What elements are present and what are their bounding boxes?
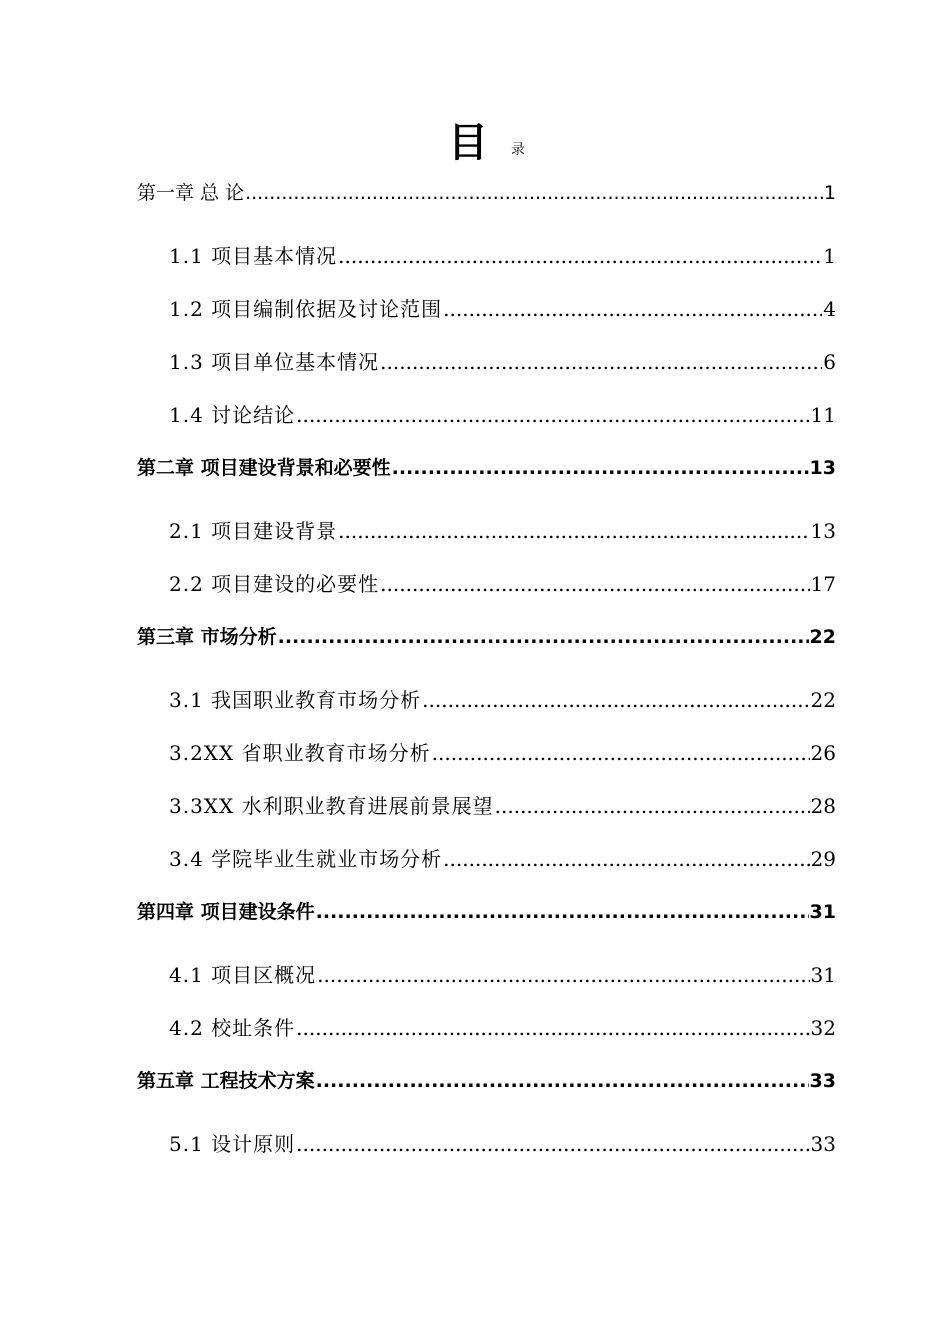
toc-page-number: 11 xyxy=(810,403,836,427)
toc-dot-leader xyxy=(380,572,809,596)
toc-dot-leader xyxy=(422,688,809,712)
toc-section-4-1[interactable] xyxy=(169,959,836,991)
toc-entry-label: 1.3 项目单位基本情况 xyxy=(169,350,380,374)
toc-dot-leader xyxy=(317,963,809,987)
toc-page-number: 4 xyxy=(823,297,836,321)
toc-dot-leader xyxy=(495,794,810,818)
toc-dot-leader xyxy=(338,244,822,268)
toc-entry-label: 4.1 项目区概况 xyxy=(169,963,317,987)
toc-dot-leader xyxy=(316,1070,809,1092)
toc-chapter-4[interactable] xyxy=(137,897,836,929)
toc-chapter-3[interactable] xyxy=(137,622,836,654)
toc-title-main: 目 xyxy=(448,120,488,166)
toc-entry-label: 1.2 项目编制依据及讨论范围 xyxy=(169,297,443,321)
toc-title xyxy=(0,116,950,176)
toc-entry-label: 1.1 项目基本情况 xyxy=(169,244,338,268)
toc-dot-leader xyxy=(278,626,809,648)
toc-entry-label: 第四章 项目建设条件 xyxy=(137,901,315,923)
toc-section-3-1[interactable] xyxy=(169,684,836,716)
toc-dot-leader xyxy=(380,350,822,374)
toc-dot-leader xyxy=(245,182,823,204)
toc-chapter-5[interactable] xyxy=(137,1066,836,1098)
toc-section-3-3[interactable] xyxy=(169,790,836,822)
toc-dot-leader xyxy=(432,741,810,765)
toc-page-number: 31 xyxy=(809,901,836,923)
toc-page-number: 6 xyxy=(823,350,836,374)
toc-entry-label: 2.2 项目建设的必要性 xyxy=(169,572,380,596)
toc-dot-leader xyxy=(338,519,809,543)
toc-page-number: 1 xyxy=(823,182,836,204)
toc-section-2-1[interactable] xyxy=(169,515,836,547)
toc-page-number: 26 xyxy=(810,741,836,765)
toc-section-3-4[interactable] xyxy=(169,843,836,875)
toc-page-number: 32 xyxy=(810,1016,836,1040)
toc-dot-leader xyxy=(296,403,809,427)
toc-page-number: 22 xyxy=(809,626,836,648)
toc-entry-label: 3.3XX 水利职业教育进展前景展望 xyxy=(169,794,494,818)
toc-dot-leader xyxy=(296,1016,809,1040)
toc-section-1-2[interactable] xyxy=(169,293,836,325)
toc-entry-label: 5.1 设计原则 xyxy=(169,1132,296,1156)
toc-page-number: 1 xyxy=(823,244,836,268)
toc-chapter-1[interactable] xyxy=(137,178,836,210)
toc-chapter-2[interactable] xyxy=(137,453,836,485)
toc-page-number: 29 xyxy=(810,847,836,871)
toc-section-5-1[interactable] xyxy=(169,1128,836,1160)
toc-dot-leader xyxy=(392,457,809,479)
toc-entry-label: 2.1 项目建设背景 xyxy=(169,519,338,543)
toc-entry-label: 第二章 项目建设背景和必要性 xyxy=(137,457,391,479)
toc-title-suffix: 录 xyxy=(511,142,525,158)
toc-page-number: 28 xyxy=(810,794,836,818)
toc-page-number: 31 xyxy=(810,963,836,987)
toc-entry-label: 3.2XX 省职业教育市场分析 xyxy=(169,741,431,765)
toc-page-number: 13 xyxy=(810,519,836,543)
toc-entry-label: 4.2 校址条件 xyxy=(169,1016,296,1040)
toc-section-1-4[interactable] xyxy=(169,399,836,431)
toc-entry-label: 第一章 总 论 xyxy=(137,182,245,204)
toc-page-number: 33 xyxy=(809,1070,836,1092)
toc-section-1-3[interactable] xyxy=(169,346,836,378)
toc-section-1-1[interactable] xyxy=(169,240,836,272)
toc-entry-label: 3.1 我国职业教育市场分析 xyxy=(169,688,422,712)
toc-section-3-2[interactable] xyxy=(169,737,836,769)
toc-page-number: 13 xyxy=(809,457,836,479)
toc-page-number: 22 xyxy=(810,688,836,712)
toc-page-number: 17 xyxy=(810,572,836,596)
toc-entry-label: 第五章 工程技术方案 xyxy=(137,1070,315,1092)
toc-section-2-2[interactable] xyxy=(169,568,836,600)
toc-entry-label: 3.4 学院毕业生就业市场分析 xyxy=(169,847,443,871)
toc-entry-label: 第三章 市场分析 xyxy=(137,626,277,648)
toc-page-number: 33 xyxy=(810,1132,836,1156)
toc-dot-leader xyxy=(296,1132,809,1156)
toc-dot-leader xyxy=(316,901,809,923)
toc-entry-label: 1.4 讨论结论 xyxy=(169,403,296,427)
toc-dot-leader xyxy=(443,847,809,871)
toc-dot-leader xyxy=(443,297,822,321)
toc-section-4-2[interactable] xyxy=(169,1012,836,1044)
